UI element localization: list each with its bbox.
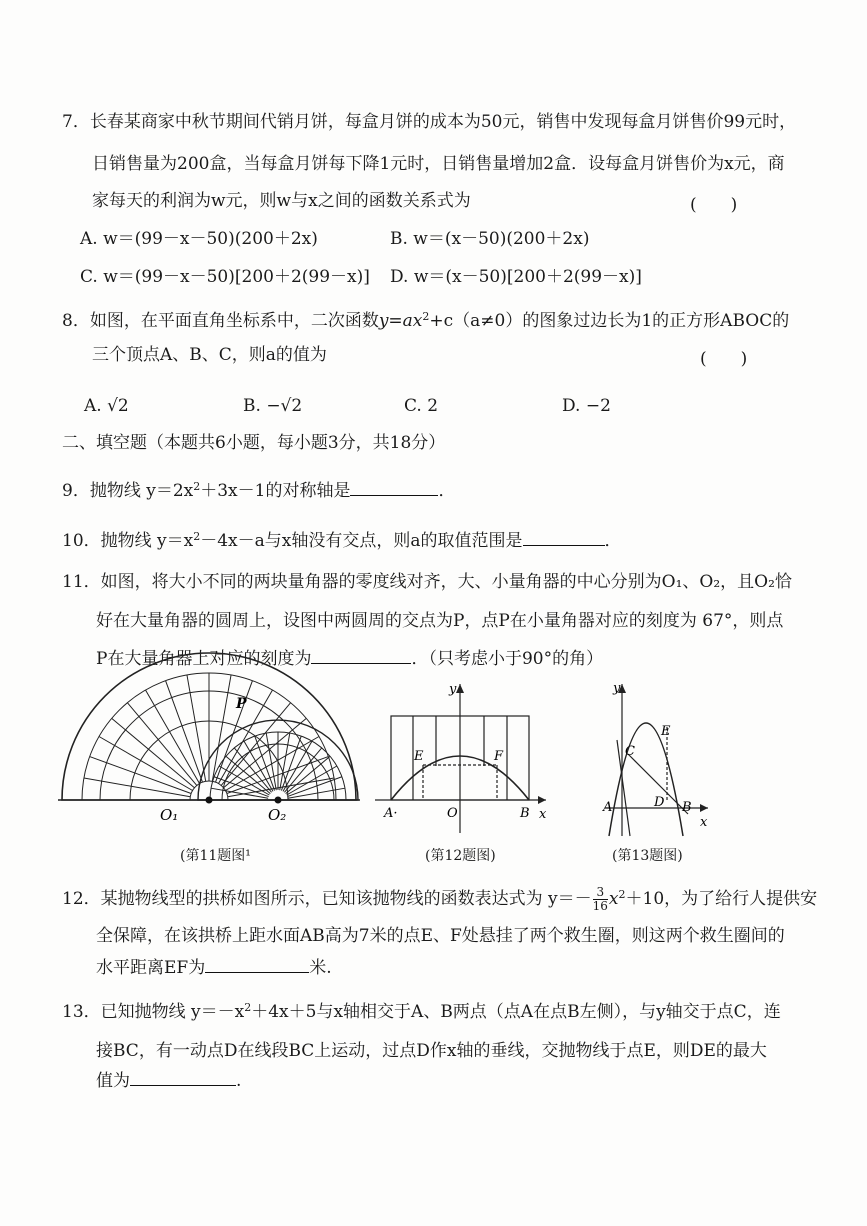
q12-line3 [96,957,332,979]
q13-line3-b: . [236,1071,242,1091]
q7-option-d: D. w＝(x－50)[200＋2(99－x)] [390,267,642,287]
q12-line1-c: ＋10，为了给行人提供安 [625,889,818,909]
figure-13 [605,684,708,836]
q7-line2: 日销售量为200盒，当每盒月饼每下降1元时，日销售量增加2盒．设每盒月饼售价为x元，商 [92,154,785,174]
q8-line2: 三个顶点A、B、C，则a的值为 [92,345,327,365]
q12-frac-den: 16 [592,899,608,913]
q11-line3-a: P在大量角器上对应的刻度为 [96,649,312,669]
q10-sup: 2 [193,530,201,543]
q13-blank[interactable] [130,1085,236,1086]
fig13-d-label: D [654,795,665,810]
q12-line2: 全保障，在该拱桥上距水面AB高为7米的点E、F处悬挂了两个救生圈，则这两个救生圈间的 [96,926,785,946]
q12-fraction [593,886,608,913]
q11-line2: 好在大量角器的圆周上，设图中两圆周的交点为P，点P在小量角器对应的刻度为 67°，则点 [96,611,784,631]
q12-x: x [608,889,619,909]
q8-line1-b: y=ax [378,311,423,331]
q8-sup: 2 [422,310,430,323]
q9-mid: ＋3x－1的对称轴是 [200,481,351,501]
fig13-x-label: x [700,815,708,830]
q13-line1-b: ＋4x＋5与x轴相交于A、B两点（点A在点B左侧），与y轴交于点C，连 [251,1002,781,1022]
q13-sup: 2 [244,1001,252,1014]
o2-point [275,797,282,804]
q9-sup: 2 [193,480,201,493]
q7-answer-paren: ( ) [690,195,738,215]
fig12-b-label: B [520,806,530,821]
q12-blank[interactable] [205,972,309,973]
q8-option-b-value: −√2 [266,396,303,416]
q13-line3-a: 值为 [96,1071,130,1091]
fig13-c-label: C [625,744,635,759]
fig11-caption: (第11题图¹ [180,848,251,864]
q12-sup: 2 [618,888,626,901]
q11-line1: 11．如图，将大小不同的两块量角器的零度线对齐，大、小量角器的中心分别为O₁、O₂，且O₂恰 [62,572,792,592]
q7-option-c: C. w＝(99－x－50)[200＋2(99－x)] [80,267,370,287]
q7-option-b: B. w＝(x－50)(200＋2x) [390,229,590,249]
fig11-o1-label: O₁ [160,806,179,824]
small-protractor-rays [211,732,345,798]
q10-post: ． [604,531,622,551]
q8-option-a-value: √2 [107,396,129,416]
fig12-e-label: E [414,749,424,764]
fig12-o-label: O [447,806,458,821]
section-2-heading: 二、填空题（本题共6小题，每小题3分，共18分） [62,433,446,453]
q12-line3-a: 水平距离EF为 [96,958,206,978]
q9-pre: 9．抛物线 y＝2x [62,481,194,501]
o1-point [206,797,213,804]
fig13-e-label: E [661,724,671,739]
q8-option-b-label: B. [243,396,261,416]
fig12-caption: (第12题图) [425,848,496,864]
fig13-y-label: y [613,681,621,696]
q10-mid: －4x－a与x轴没有交点，则a的取值范围是 [200,531,523,551]
q8-option-a-label: A. [84,396,102,416]
q13-line3 [96,1070,241,1092]
q8-line1-c: +c（a≠0）的图象过边长为1的正方形ABOC的 [429,311,790,331]
q10-pre: 10．抛物线 y＝x [62,531,194,551]
q13-line1-a: 13．已知抛物线 y＝－x [62,1002,245,1022]
q7-line1: 7．长春某商家中秋节期间代销月饼，每盒月饼的成本为50元，销售中发现每盒月饼售价99元时， [62,112,797,132]
q12-frac-num: 3 [593,886,608,900]
q7-option-a: A. w＝(99－x－50)(200＋2x) [80,229,318,249]
q7-line3: 家每天的利润为w元，则w与x之间的函数关系式为 [92,191,471,211]
fig12-f-label: F [494,749,504,764]
fig11-p-label: P [236,696,247,712]
fig12-a-label: A· [384,806,398,821]
q12-line1 [62,880,817,914]
fig13-caption: (第13题图) [612,848,683,864]
fig12-x-label: x [539,807,547,822]
q8-option-d: D. −2 [562,396,611,416]
fig13-a-label: A [603,800,613,815]
q13-line2: 接BC，有一动点D在线段BC上运动，过点D作x轴的垂线，交抛物线于点E，则DE的最大 [96,1041,767,1061]
q11-line3-b: ．（只考虑小于90°的角） [411,649,604,669]
fig13-b-label: B [682,800,692,815]
q9-post: ． [438,481,456,501]
fig11-o2-label: O₂ [268,806,287,824]
q8-option-c: C. 2 [404,396,439,416]
q8-line1-a: 8．如图，在平面直角坐标系中，二次函数 [62,311,379,331]
figure-11 [58,653,360,800]
q8-answer-paren: ( ) [700,349,748,369]
q13-line1 [62,997,781,1023]
q12-line3-b: 米. [309,958,332,978]
q12-line1-a: 12．某抛物线型的拱桥如图所示，已知该抛物线的函数表达式为 y＝－ [62,889,592,909]
fig12-y-label: y [449,682,457,697]
